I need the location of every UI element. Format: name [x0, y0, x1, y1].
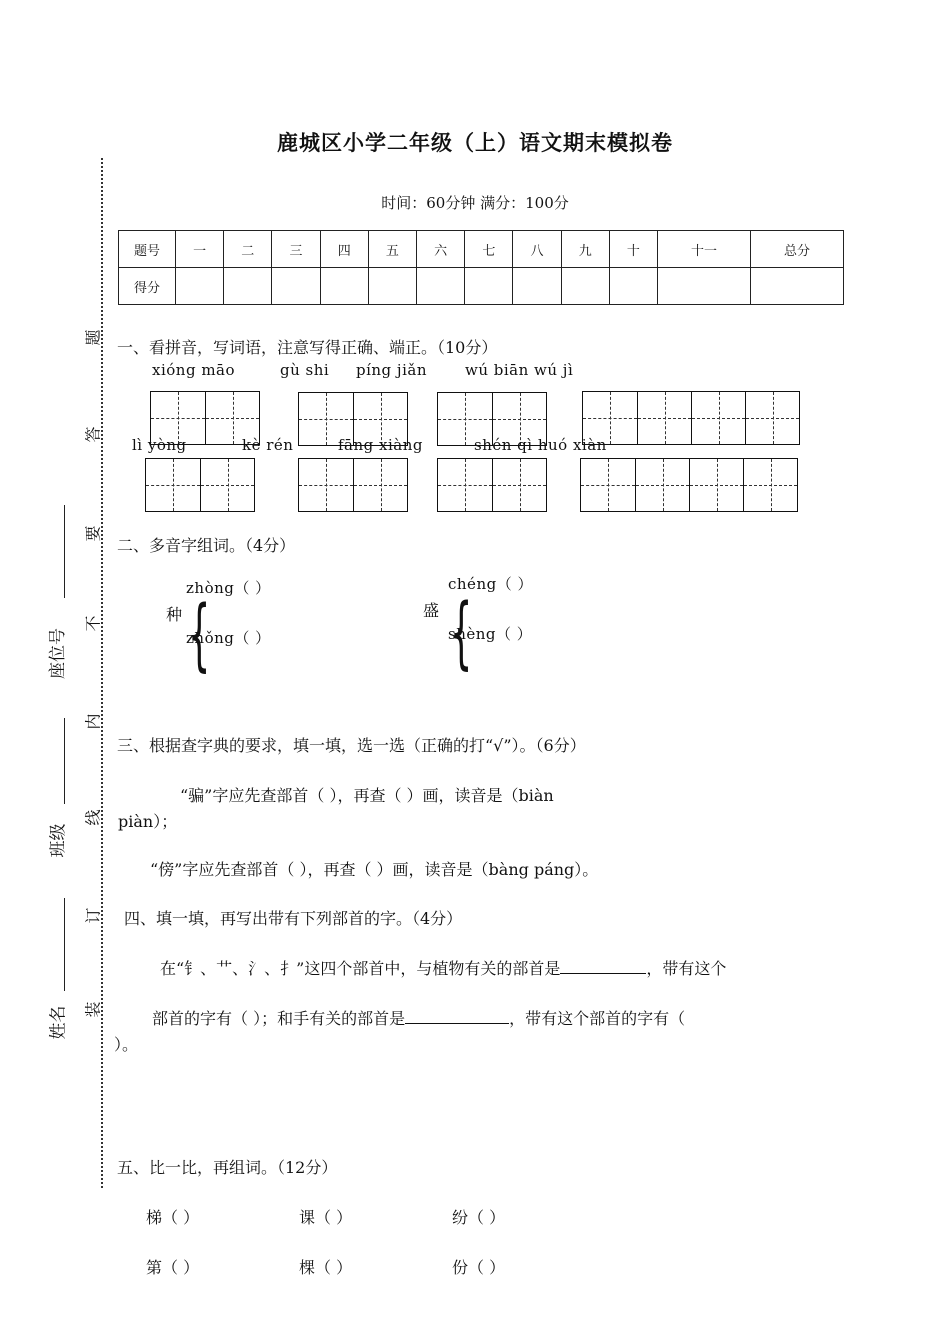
- score-table: [118, 230, 844, 305]
- score-cell[interactable]: [658, 268, 751, 305]
- q2-char: 盛: [423, 601, 440, 620]
- q1-pinyin: gù shi: [280, 361, 330, 379]
- q2-reading: shèng（ ）: [448, 625, 533, 643]
- table-header-cell: 五: [368, 231, 416, 268]
- writing-box[interactable]: [145, 458, 255, 512]
- q4-line1-pre: 在“钅、艹、氵、扌”这四个部首中，与植物有关的部首是: [160, 959, 561, 978]
- answer-blank[interactable]: [560, 957, 646, 974]
- writing-box[interactable]: [437, 458, 547, 512]
- q3-line: piàn）；: [118, 812, 178, 831]
- margin-char: 题: [83, 329, 103, 346]
- score-cell[interactable]: [272, 268, 320, 305]
- answer-blank[interactable]: [405, 1007, 509, 1024]
- writing-box[interactable]: [580, 458, 798, 512]
- q3-heading: 三、根据查字典的要求，填一填，选一选（正确的打“√”）。（6分）: [117, 736, 586, 755]
- q3-line: “骗”字应先查部首（ ），再查（ ）画，读音是（biàn: [180, 786, 554, 805]
- q1-pinyin: lì yòng: [132, 436, 187, 454]
- q4-line: [160, 956, 726, 979]
- seat-number-label: 座位号: [48, 628, 68, 679]
- class-label: 班级: [48, 823, 69, 858]
- margin-char: 要: [83, 525, 103, 542]
- margin-char: 装: [83, 1001, 103, 1018]
- table-header-cell: 总分: [750, 231, 843, 268]
- margin-char: 订: [83, 907, 103, 924]
- q1-pinyin: fāng xiàng: [338, 436, 423, 454]
- q4-line1-post: ，带有这个: [646, 959, 727, 978]
- name-label: 姓名: [48, 1005, 69, 1040]
- q5-item: 份（ ）: [452, 1258, 506, 1277]
- q4-heading: 四、填一填，再写出带有下列部首的字。（4分）: [124, 909, 463, 928]
- seat-number-line[interactable]: [64, 505, 65, 598]
- page-title: 鹿城区小学二年级（上）语文期末模拟卷: [277, 131, 673, 155]
- brace-icon: {: [188, 590, 211, 680]
- q2-char: 种: [166, 605, 183, 624]
- q2-reading: zhòng（ ）: [186, 579, 271, 597]
- q4-line2-pre: 部首的字有（ ）；和手有关的部首是: [152, 1009, 406, 1028]
- writing-box[interactable]: [582, 391, 800, 445]
- brace-icon: {: [450, 588, 473, 678]
- q5-item: 课（ ）: [299, 1208, 353, 1227]
- q4-line2-post: ，带有这个部首的字有（: [509, 1009, 686, 1028]
- q1-heading: 一、看拼音，写词语，注意写得正确、端正。（10分）: [117, 338, 498, 357]
- q5-item: 第（ ）: [146, 1258, 200, 1277]
- score-cell[interactable]: [176, 268, 224, 305]
- q2-reading: chéng（ ）: [448, 575, 533, 593]
- table-header-cell: 三: [272, 231, 320, 268]
- margin-char: 不: [83, 615, 103, 632]
- binding-dotted-line: [101, 158, 103, 1188]
- exam-info: 时间：60分钟 满分：100分: [381, 194, 569, 212]
- q2-reading: zhǒng（ ）: [186, 629, 271, 647]
- table-row: [119, 268, 844, 305]
- writing-box[interactable]: [298, 458, 408, 512]
- name-line[interactable]: [64, 898, 65, 991]
- q5-item: 纷（ ）: [452, 1208, 506, 1227]
- q1-pinyin: shén qì huó xiàn: [474, 436, 607, 454]
- table-header-cell: 题号: [119, 231, 176, 268]
- score-cell[interactable]: [417, 268, 465, 305]
- q4-line: ）。: [114, 1035, 139, 1054]
- q2-heading: 二、多音字组词。（4分）: [117, 536, 296, 555]
- score-label-cell: 得分: [119, 268, 176, 305]
- table-header-cell: 二: [224, 231, 272, 268]
- score-cell[interactable]: [320, 268, 368, 305]
- table-header-cell: 八: [513, 231, 561, 268]
- q4-line: [152, 1006, 685, 1029]
- table-row: [119, 231, 844, 268]
- score-cell[interactable]: [224, 268, 272, 305]
- class-line[interactable]: [64, 718, 65, 804]
- score-cell[interactable]: [465, 268, 513, 305]
- margin-char: 线: [83, 809, 103, 826]
- table-header-cell: 十: [609, 231, 657, 268]
- score-cell[interactable]: [750, 268, 843, 305]
- q5-heading: 五、比一比，再组词。（12分）: [117, 1158, 338, 1177]
- table-header-cell: 七: [465, 231, 513, 268]
- q5-item: 梯（ ）: [146, 1208, 200, 1227]
- q5-item: 棵（ ）: [299, 1258, 353, 1277]
- score-cell[interactable]: [368, 268, 416, 305]
- margin-char: 答: [83, 426, 103, 443]
- q1-pinyin: píng jiǎn: [356, 361, 427, 379]
- q1-pinyin: kè rén: [242, 436, 294, 454]
- score-cell[interactable]: [513, 268, 561, 305]
- table-header-cell: 一: [176, 231, 224, 268]
- table-header-cell: 四: [320, 231, 368, 268]
- q1-pinyin: xióng māo: [152, 361, 236, 379]
- table-header-cell: 十一: [658, 231, 751, 268]
- table-header-cell: 六: [417, 231, 465, 268]
- margin-char: 内: [83, 713, 103, 730]
- score-cell[interactable]: [561, 268, 609, 305]
- score-cell[interactable]: [609, 268, 657, 305]
- q3-line: “傍”字应先查部首（ ），再查（ ）画，读音是（bàng páng）。: [150, 860, 599, 879]
- table-header-cell: 九: [561, 231, 609, 268]
- q1-pinyin: wú biān wú jì: [465, 361, 574, 379]
